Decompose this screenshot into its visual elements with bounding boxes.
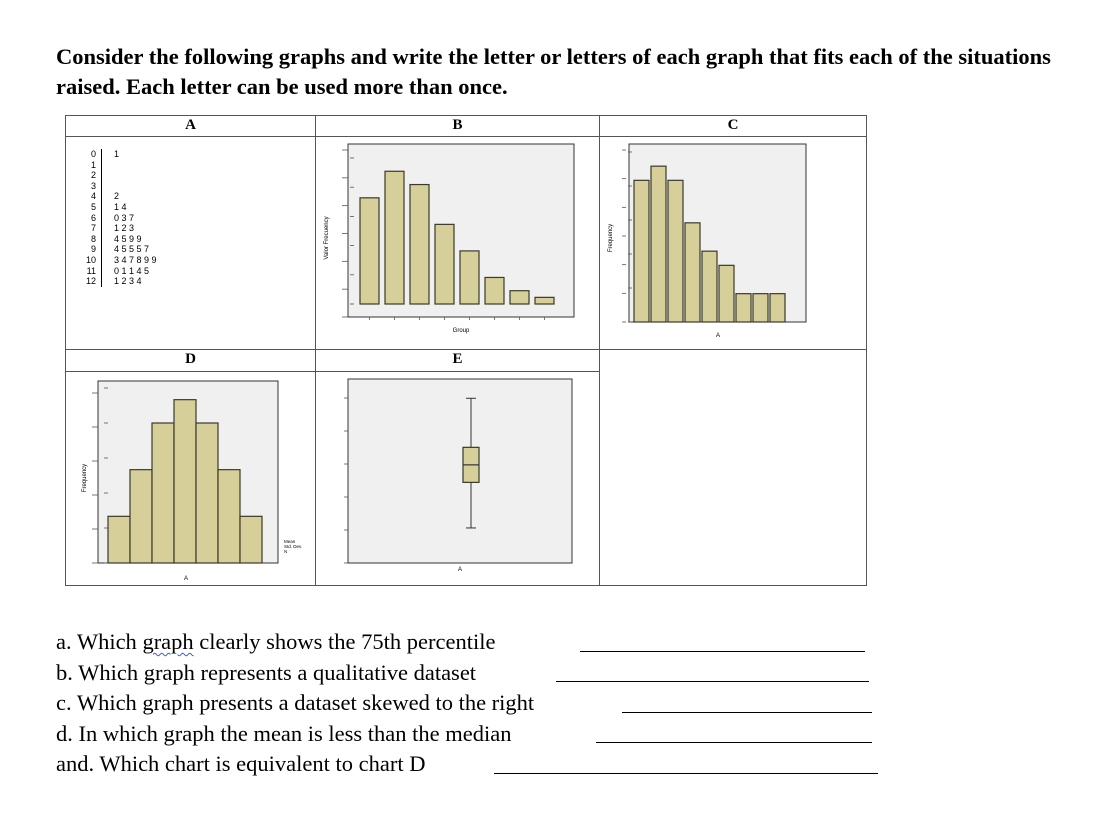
chart-e: [318, 373, 598, 585]
stem-6: 6: [90, 212, 96, 223]
stem-4: 4: [90, 191, 96, 202]
leaf-row-8: 4 5 9 9: [114, 233, 142, 244]
stem-10: 10: [85, 255, 96, 265]
leaf-row-6: 0 3 7: [114, 212, 135, 223]
question-b: b. Which graph represents a qualitative dataset: [56, 658, 896, 689]
answer-line-b[interactable]: [556, 681, 869, 682]
stem-9: 9: [90, 244, 96, 255]
stem-5: 5: [90, 202, 96, 212]
chart-c-bar-9: [770, 294, 785, 322]
chart-d-bar-7: [240, 516, 262, 563]
chart-b-bar-8: [535, 297, 554, 304]
chart-d-legend-0: Mean: [284, 539, 296, 544]
answer-line-c[interactable]: [622, 712, 872, 713]
chart-b-ylabel: Valor Frecuency: [324, 216, 330, 260]
chart-d: [68, 373, 314, 585]
chart-b-bar-7: [510, 291, 529, 304]
chart-e-plot-area: [348, 379, 572, 563]
chart-c-bar-8: [753, 294, 768, 322]
questions: [56, 627, 896, 780]
leaf-row-0: 1: [114, 149, 120, 159]
chart-c-bar-1: [634, 180, 649, 322]
header-e: E: [452, 351, 463, 367]
answer-line-e[interactable]: [494, 773, 878, 774]
question-e: and. Which chart is equivalent to chart D: [56, 749, 896, 780]
chart-d-xlabel: A: [183, 576, 189, 582]
chart-c: [602, 138, 866, 348]
header-d: D: [185, 351, 196, 367]
leaf-row-12: 1 2 3 4: [114, 276, 142, 287]
instructions: Consider the following graphs and write the letter or letters of each graph that fits each of the situations raised. Each letter can be used more than once.: [56, 44, 1051, 99]
chart-d-bar-5: [196, 423, 218, 563]
chart-c-bar-2: [651, 166, 666, 322]
stem-11: 11: [86, 265, 96, 276]
chart-b-bar-6: [485, 277, 504, 304]
chart-d-legend-1: Std. Dev.: [284, 544, 303, 549]
leaf-row-7: 1 2 3: [114, 223, 135, 234]
header-c: C: [727, 117, 739, 133]
stem-leaf-plot: [74, 149, 304, 329]
chart-e-xlabel: A: [457, 567, 463, 573]
stem-1: 1: [90, 159, 96, 170]
leaf-row-9: 4 5 5 5 7: [114, 244, 150, 255]
chart-d-ylabel: Frequency: [82, 463, 88, 493]
answer-line-d[interactable]: [596, 742, 872, 743]
chart-b-bar-4: [435, 224, 454, 304]
chart-d-bar-6: [218, 470, 240, 563]
chart-b-bar-3: [410, 185, 429, 304]
leaf-row-10: 3 4 7 8 9 9: [114, 255, 157, 265]
chart-d-bar-1: [108, 516, 130, 563]
stem-12: 12: [85, 276, 96, 287]
chart-d-bar-2: [130, 470, 152, 563]
stem-8: 8: [90, 233, 96, 244]
chart-b-bar-2: [385, 171, 404, 304]
chart-c-bar-6: [719, 265, 734, 322]
stem-0: 0: [90, 149, 96, 159]
question-d: d. In which graph the mean is less than the median: [56, 719, 896, 750]
chart-d-bar-3: [152, 423, 174, 563]
chart-b-bar-1: [360, 198, 379, 304]
leaf-row-4: 2: [114, 191, 120, 202]
chart-d-bar-4: [174, 400, 196, 563]
leaf-row-5: 1 4: [114, 202, 127, 212]
chart-b-xlabel: Group: [452, 328, 470, 334]
chart-c-xlabel: A: [715, 333, 721, 339]
header-a: A: [185, 117, 196, 133]
leaf-row-11: 0 1 1 4 5: [114, 265, 150, 276]
question-c: c. Which graph presents a dataset skewed to the right: [56, 688, 896, 719]
chart-b: [318, 138, 598, 348]
chart-c-ylabel: Frequency: [608, 223, 614, 253]
chart-b-bar-5: [460, 251, 479, 304]
answer-line-a[interactable]: [580, 651, 865, 652]
chart-c-bar-3: [668, 180, 683, 322]
stem-2: 2: [90, 170, 96, 181]
question-a: a. Which graph clearly shows the 75th percentile: [56, 627, 896, 658]
stem-3: 3: [90, 180, 96, 191]
header-b: B: [452, 117, 463, 133]
graphs-table: [65, 115, 867, 586]
chart-d-legend-2: N: [284, 549, 288, 554]
stem-7: 7: [90, 223, 96, 234]
chart-c-bar-5: [702, 251, 717, 322]
chart-c-bar-7: [736, 294, 751, 322]
chart-c-bar-4: [685, 223, 700, 322]
